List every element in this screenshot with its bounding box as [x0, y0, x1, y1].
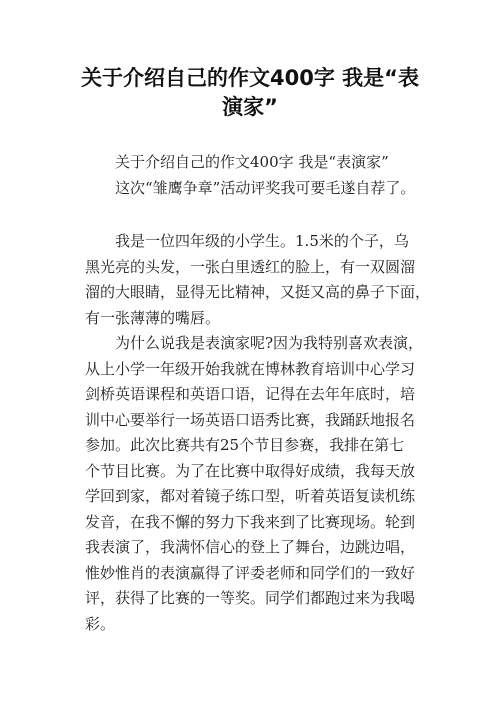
paragraph-performer — [85, 331, 437, 637]
paragraph-line: 个节目比赛。为了在比赛中取得好成绩，我每天放 — [85, 461, 416, 480]
paragraph-line: 惟妙惟肖的表演赢得了评委老师和同学们的一致好 — [85, 563, 416, 582]
paragraph-line: 彩。 — [85, 614, 116, 633]
paragraph-line: 发音，在我不懈的努力下我来到了比赛现场。轮到 — [85, 512, 416, 531]
document-title — [40, 64, 460, 122]
paragraph-line: 黑光亮的头发，一张白里透红的脸上，有一双圆溜 — [85, 257, 416, 276]
paragraph-line: 训中心要举行一场英语口语秀比赛，我踊跃地报名 — [85, 410, 416, 429]
intro-line: 关于介绍自己的作文400字 我是“表演家” — [115, 153, 389, 171]
paragraph-line: 为什么说我是表演家呢?因为我特别喜欢表演， — [115, 334, 424, 352]
intro-line: 这次“雏鹰争章”活动评奖我可要毛遂自荐了。 — [115, 178, 416, 197]
paragraph-description — [85, 229, 437, 331]
intro-block — [85, 150, 437, 201]
paragraph-line: 我是一位四年级的小学生。1.5米的个子，乌 — [115, 232, 409, 250]
paragraph-line: 学回到家，都对着镜子练口型，听着英语复读机练 — [85, 487, 416, 505]
paragraph-line: 从上小学一年级开始我就在博林教育培训中心学习 — [85, 359, 416, 378]
paragraph-line: 有一张薄薄的嘴唇。 — [85, 308, 221, 327]
paragraph-line: 我表演了，我满怀信心的登上了舞台，边跳边唱， — [85, 538, 416, 556]
paragraph-line: 评，获得了比赛的一等奖。同学们都跑过来为我喝 — [85, 589, 416, 607]
title-line: 关于介绍自己的作文400字 我是“表 — [81, 66, 419, 90]
title-line: 演家” — [222, 95, 278, 119]
paragraph-line: 剑桥英语课程和英语口语，记得在去年年底时，培 — [85, 385, 416, 403]
paragraph-line: 参加。此次比赛共有25个节目参赛，我排在第七 — [85, 436, 405, 454]
paragraph-line: 溜的大眼睛，显得无比精神，又挺又高的鼻子下面， — [85, 283, 431, 301]
